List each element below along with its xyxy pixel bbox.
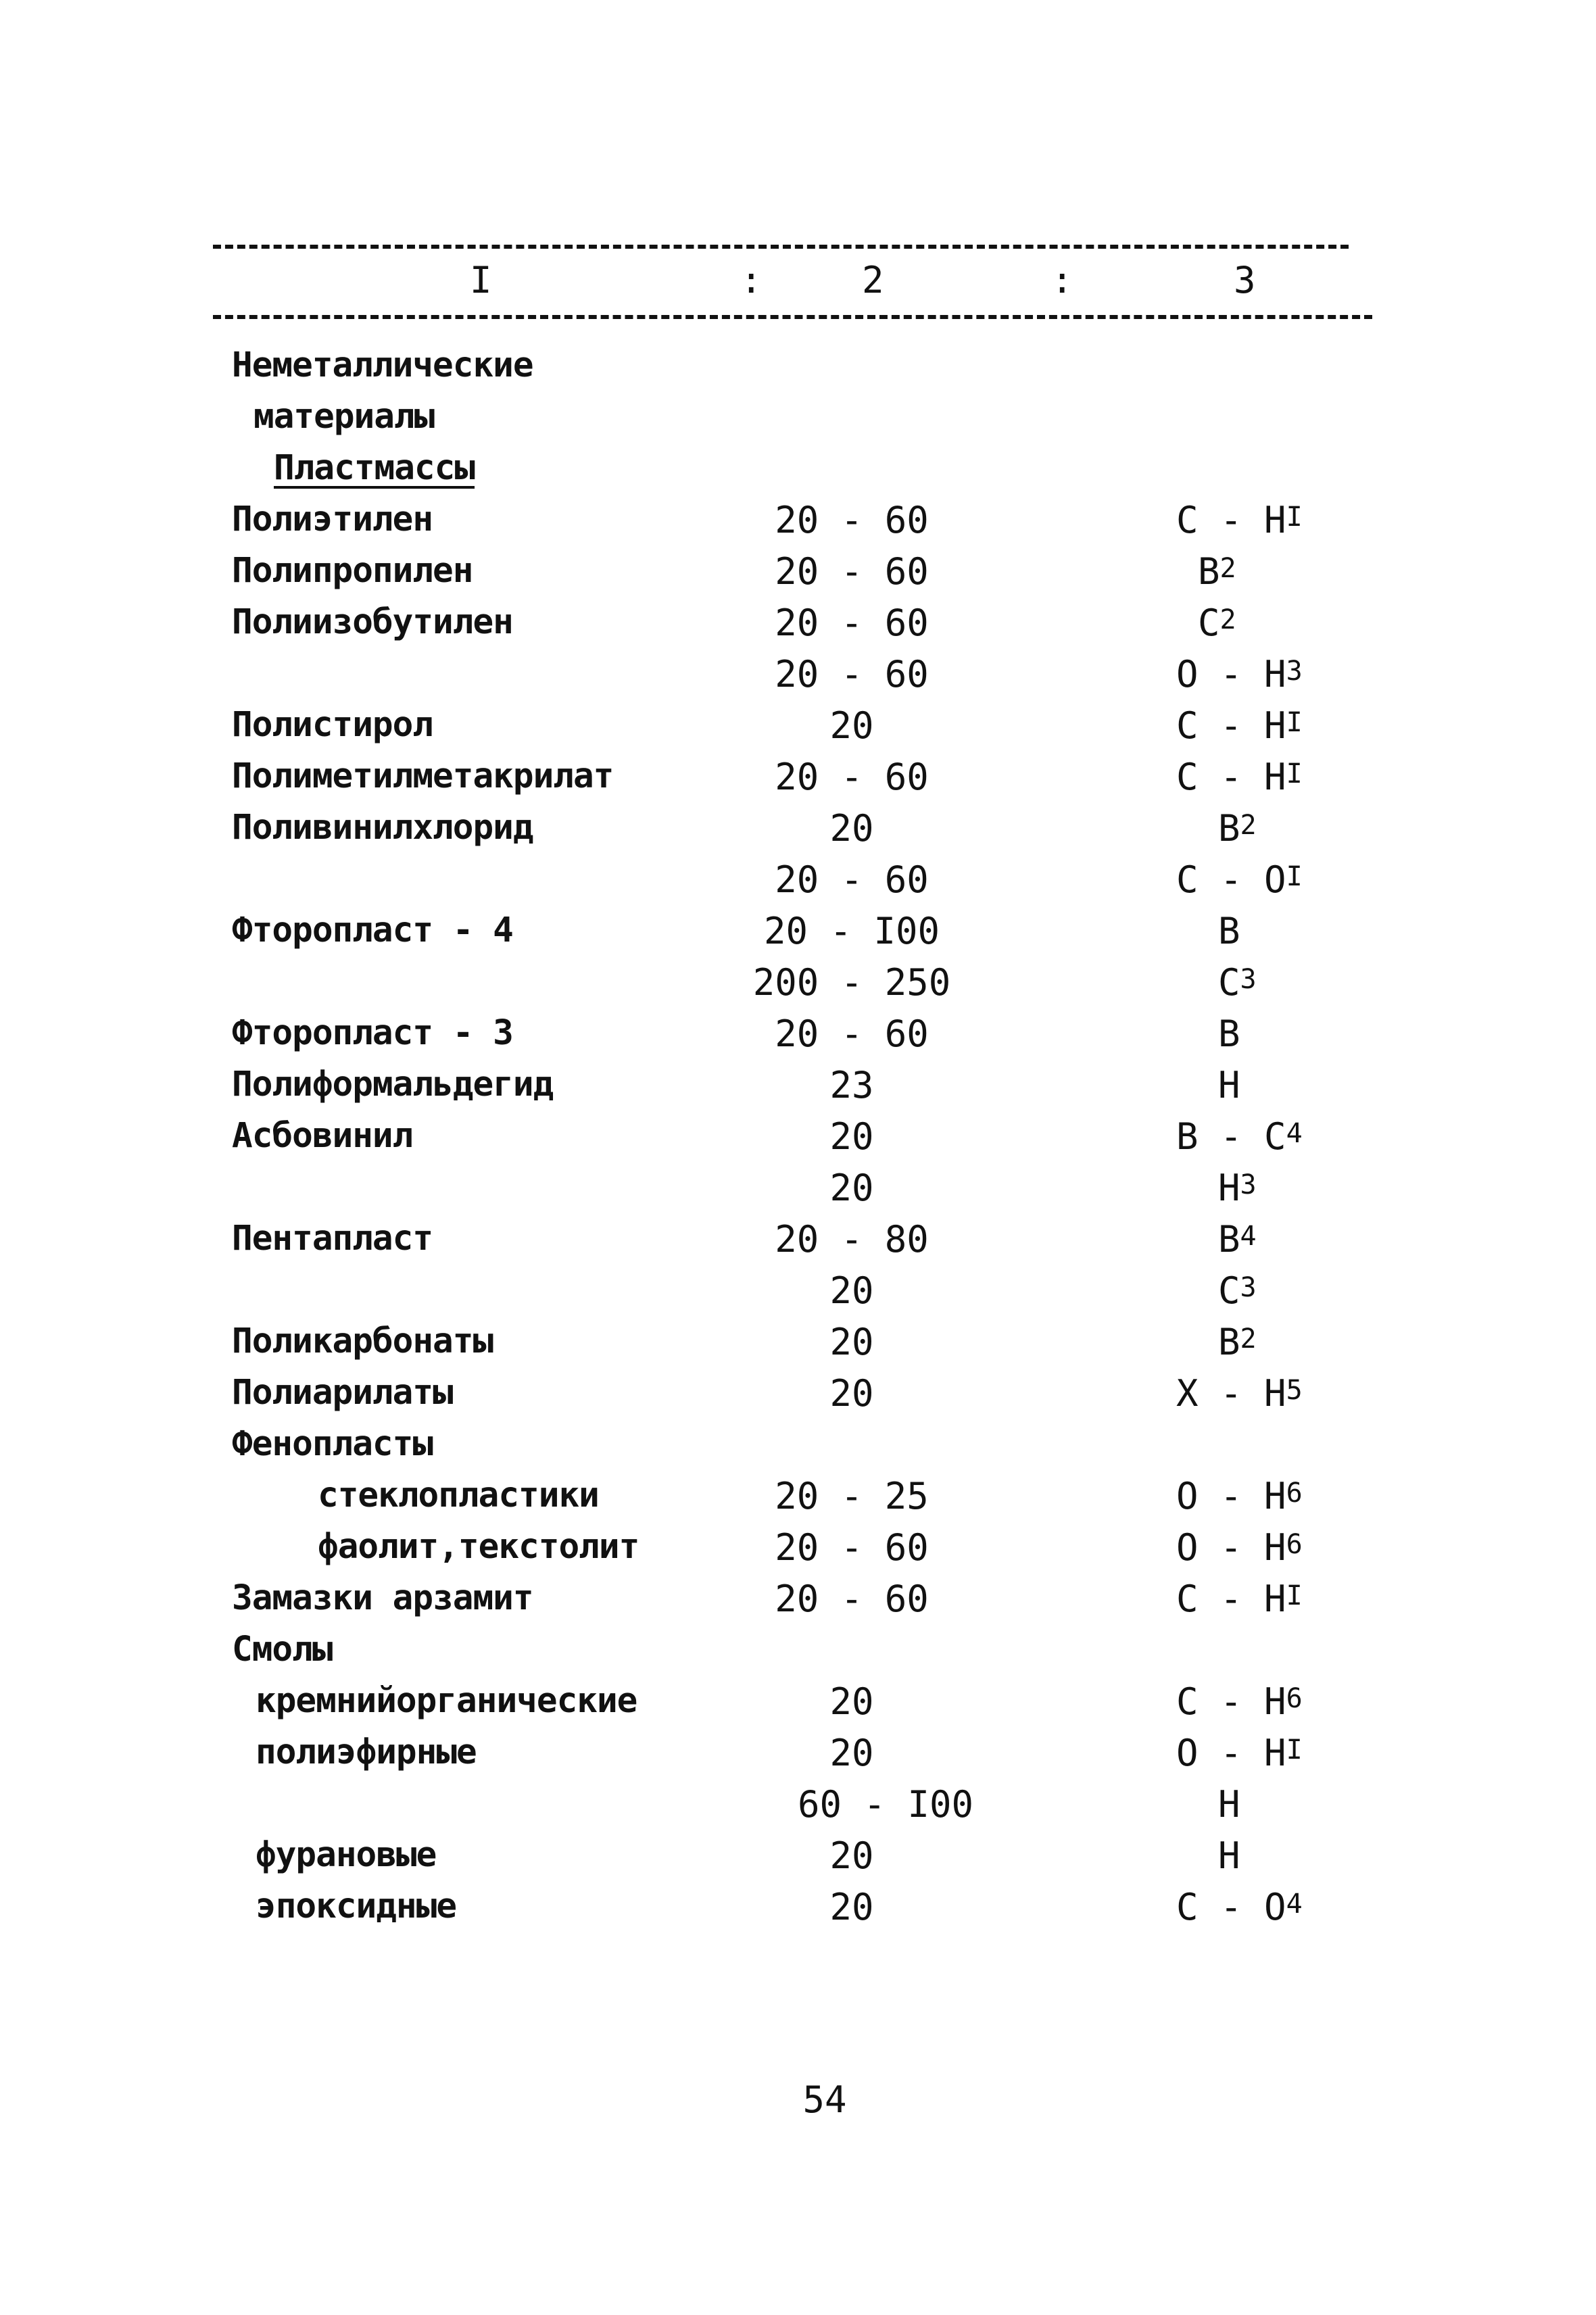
row-code-main: Н xyxy=(1218,1167,1240,1209)
header-bottom-rule xyxy=(213,315,1372,319)
row-name: Поливинилхлорид xyxy=(232,808,533,848)
row-code-main: С - Н xyxy=(1176,1680,1286,1723)
row-code xyxy=(1176,704,1303,747)
row-code xyxy=(1176,1526,1303,1569)
row-code xyxy=(1176,1732,1303,1774)
row-code xyxy=(1218,1013,1240,1055)
row-code-main: В xyxy=(1218,807,1240,850)
row-range: 20 xyxy=(829,1167,874,1209)
row-code-main: В xyxy=(1218,910,1240,952)
row-range: 20 - 60 xyxy=(775,653,929,696)
page-number: 54 xyxy=(802,2078,847,2121)
row-range: 20 xyxy=(829,1269,874,1312)
row-code-sup: I xyxy=(1286,861,1303,892)
row-code xyxy=(1198,550,1236,593)
row-range: 20 - 60 xyxy=(775,550,929,593)
row-code-sup: 4 xyxy=(1286,1888,1303,1920)
row-code xyxy=(1176,1475,1303,1517)
header-sep2: : xyxy=(1051,259,1073,301)
row-range: 20 - 60 xyxy=(775,499,929,541)
row-name: Фторопласт - 4 xyxy=(232,910,513,950)
row-range: 20 - 60 xyxy=(775,858,929,901)
row-code-sup: I xyxy=(1286,502,1303,533)
row-code-main: О - Н xyxy=(1176,1526,1286,1569)
row-name: Асбовинил xyxy=(232,1116,413,1156)
row-range: 60 - I00 xyxy=(797,1783,974,1826)
row-code-sup: 2 xyxy=(1219,604,1236,635)
row-name: Неметаллические xyxy=(232,345,533,385)
row-code xyxy=(1218,1783,1240,1826)
row-code xyxy=(1176,858,1303,901)
row-code xyxy=(1176,653,1303,696)
row-range: 20 - 25 xyxy=(775,1475,929,1517)
row-range: 20 - 60 xyxy=(775,602,929,644)
row-name: Полиэтилен xyxy=(232,499,433,539)
row-code xyxy=(1218,1269,1257,1312)
row-range: 20 xyxy=(829,807,874,850)
row-name: Полиформальдегид xyxy=(232,1065,554,1104)
row-code xyxy=(1176,499,1303,541)
row-code-main: С - О xyxy=(1176,1886,1286,1928)
row-range: 20 xyxy=(829,1372,874,1415)
row-range: 20 - 60 xyxy=(775,1578,929,1620)
row-code xyxy=(1176,1372,1303,1415)
row-name: фурановые xyxy=(256,1835,437,1875)
row-range: 20 xyxy=(829,1886,874,1928)
row-name: фаолит,текстолит xyxy=(318,1527,639,1567)
row-code-main: Н xyxy=(1218,1834,1240,1877)
row-code-main: С - Н xyxy=(1176,499,1286,541)
row-name: Фторопласт - 3 xyxy=(232,1013,513,1053)
row-code-main: В xyxy=(1218,1013,1240,1055)
row-code-sup: 2 xyxy=(1240,1323,1257,1355)
row-range: 20 - I00 xyxy=(763,910,940,952)
row-code-sup: 2 xyxy=(1219,553,1236,584)
row-code xyxy=(1218,910,1240,952)
row-code-sup: I xyxy=(1286,1580,1303,1611)
row-code-main: В xyxy=(1218,1321,1240,1363)
row-code xyxy=(1218,1321,1257,1363)
header-col3: 3 xyxy=(1234,259,1256,301)
row-code-main: В - С xyxy=(1176,1115,1286,1158)
row-code xyxy=(1176,756,1303,798)
row-code-sup: 3 xyxy=(1240,964,1257,995)
row-code-sup: 4 xyxy=(1240,1221,1257,1252)
row-name: Поликарбонаты xyxy=(232,1321,493,1361)
row-code-main: Х - Н xyxy=(1176,1372,1286,1415)
row-range: 20 - 60 xyxy=(775,1013,929,1055)
row-code-main: В xyxy=(1218,1218,1240,1261)
row-name: Фенопласты xyxy=(232,1424,433,1464)
row-code xyxy=(1176,1578,1303,1620)
row-name: Смолы xyxy=(232,1630,333,1670)
row-code-sup: 6 xyxy=(1286,1529,1303,1560)
row-code-main: В xyxy=(1198,550,1220,593)
row-code-main: О - Н xyxy=(1176,1732,1286,1774)
row-name: Полиизобутилен xyxy=(232,602,513,642)
row-range: 20 - 60 xyxy=(775,756,929,798)
row-name: Полиарилаты xyxy=(232,1373,453,1413)
row-code-sup: 6 xyxy=(1286,1478,1303,1509)
row-code-sup: 2 xyxy=(1240,810,1257,841)
header-top-rule xyxy=(213,245,1349,249)
row-code-sup: 4 xyxy=(1286,1118,1303,1149)
row-code-sup: I xyxy=(1286,1734,1303,1765)
row-code-main: Н xyxy=(1218,1064,1240,1106)
row-code-main: Н xyxy=(1218,1783,1240,1826)
row-code-sup: I xyxy=(1286,707,1303,738)
row-code-main: С - Н xyxy=(1176,1578,1286,1620)
row-name: Полиметилметакрилат xyxy=(232,756,614,796)
row-range: 200 - 250 xyxy=(752,961,951,1004)
row-name: Полистирол xyxy=(232,705,433,745)
row-name: полиэфирные xyxy=(256,1732,477,1772)
row-code xyxy=(1218,807,1257,850)
row-code-sup: 5 xyxy=(1286,1375,1303,1406)
row-name: Пентапласт xyxy=(232,1219,433,1259)
row-code xyxy=(1218,1834,1240,1877)
row-range: 20 - 80 xyxy=(775,1218,929,1261)
row-range: 20 - 60 xyxy=(775,1526,929,1569)
row-range: 20 xyxy=(829,1834,874,1877)
row-code-main: О - Н xyxy=(1176,1475,1286,1517)
row-range: 20 xyxy=(829,1321,874,1363)
row-code xyxy=(1176,1680,1303,1723)
row-name: Полипропилен xyxy=(232,551,473,591)
row-code-main: С - Н xyxy=(1176,704,1286,747)
row-name: стеклопластики xyxy=(318,1476,599,1515)
row-code-main: С xyxy=(1218,961,1240,1004)
row-code xyxy=(1218,1064,1240,1106)
row-code-main: С - Н xyxy=(1176,756,1286,798)
row-code xyxy=(1218,961,1257,1004)
row-code-sup: 3 xyxy=(1286,656,1303,687)
row-code-sup: 6 xyxy=(1286,1683,1303,1714)
row-code xyxy=(1176,1115,1303,1158)
row-code-main: О - Н xyxy=(1176,653,1286,696)
row-code xyxy=(1218,1218,1257,1261)
row-range: 20 xyxy=(829,704,874,747)
row-code xyxy=(1198,602,1236,644)
header-col2: 2 xyxy=(862,259,884,301)
row-range: 23 xyxy=(829,1064,874,1106)
header-col1: I xyxy=(470,259,492,301)
row-name: материалы xyxy=(253,397,435,437)
row-name: эпоксидные xyxy=(256,1886,457,1926)
row-name: Замазки арзамит xyxy=(232,1578,533,1618)
row-name: кремнийорганические xyxy=(256,1681,637,1721)
row-range: 20 xyxy=(829,1115,874,1158)
row-code-sup: I xyxy=(1286,758,1303,789)
row-code xyxy=(1176,1886,1303,1928)
row-code-main: С xyxy=(1198,602,1220,644)
row-range: 20 xyxy=(829,1680,874,1723)
row-code-sup: 3 xyxy=(1240,1272,1257,1303)
section-title: Пластмассы xyxy=(274,448,475,488)
row-code xyxy=(1218,1167,1257,1209)
header-sep1: : xyxy=(740,259,763,301)
row-range: 20 xyxy=(829,1732,874,1774)
row-code-main: С xyxy=(1218,1269,1240,1312)
row-code-main: С - О xyxy=(1176,858,1286,901)
row-code-sup: 3 xyxy=(1240,1169,1257,1200)
